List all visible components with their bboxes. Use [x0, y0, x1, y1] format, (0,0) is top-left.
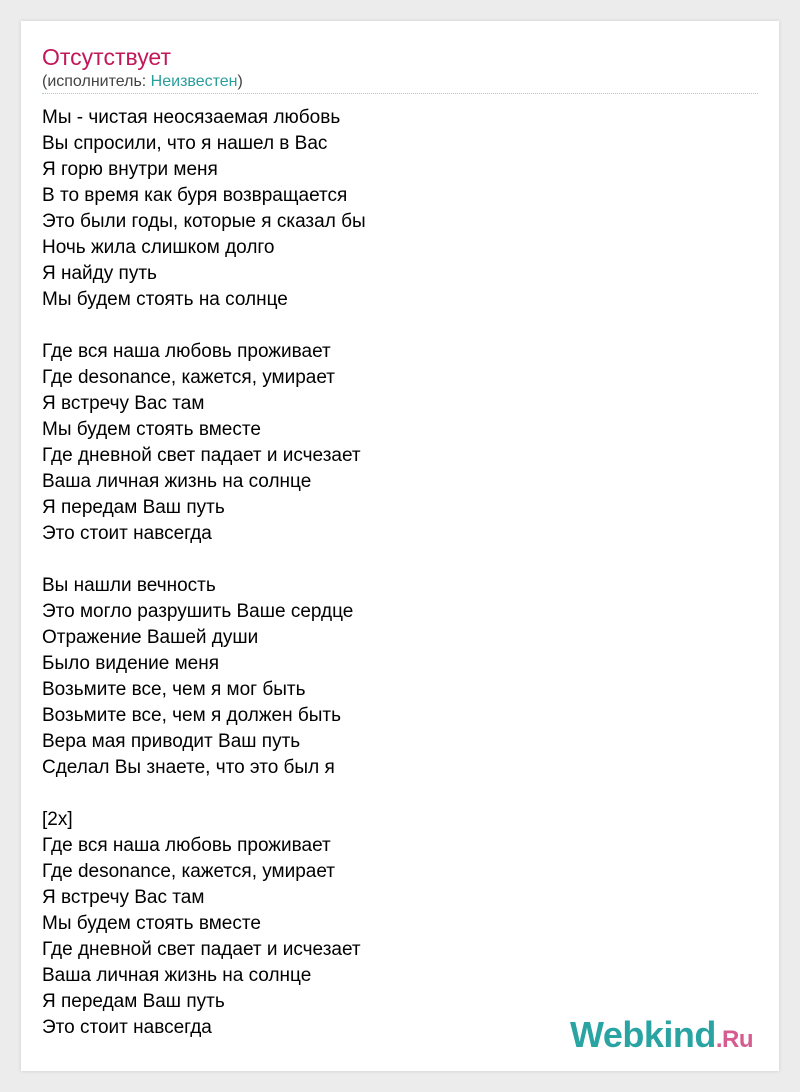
lyrics-line: Ночь жила слишком долго	[42, 237, 275, 258]
artist-link[interactable]: Неизвестен	[150, 73, 238, 90]
lyrics-line: Вы спросили, что я нашел в Вас	[42, 133, 328, 154]
lyrics-line: Ваша личная жизнь на солнце	[42, 965, 312, 986]
lyrics-line: Возьмите все, чем я мог быть	[42, 679, 306, 700]
lyrics-line: Где вся наша любовь проживает	[42, 341, 331, 362]
lyrics-line: Где дневной свет падает и исчезает	[42, 939, 361, 960]
lyrics-line: Где desonance, кажется, умирает	[42, 367, 335, 388]
lyrics-blank-line	[42, 547, 742, 573]
header-divider	[42, 93, 758, 94]
artist-suffix: )	[237, 73, 243, 90]
lyrics-line: В то время как буря возвращается	[42, 185, 348, 206]
lyrics-line: Вера мая приводит Ваш путь	[42, 731, 301, 752]
artist-line	[42, 73, 243, 91]
lyrics-line: Где дневной свет падает и исчезает	[42, 445, 361, 466]
lyrics-line: Ваша личная жизнь на солнце	[42, 471, 312, 492]
lyrics-line: Это могло разрушить Ваше сердце	[42, 601, 354, 622]
lyrics-line: Было видение меня	[42, 653, 219, 674]
lyrics-line: Я встречу Вас там	[42, 393, 205, 414]
lyrics-line: Я найду путь	[42, 263, 157, 284]
lyrics-blank-line	[42, 781, 742, 807]
song-title: Отсутствует	[42, 44, 171, 70]
lyrics-line: Мы будем стоять вместе	[42, 913, 261, 934]
lyrics-line: [2x]	[42, 809, 73, 830]
lyrics-line: Я встречу Вас там	[42, 887, 205, 908]
lyrics-card	[21, 21, 779, 1071]
site-logo[interactable]	[569, 1014, 753, 1060]
lyrics-text	[42, 105, 742, 1041]
lyrics-line: Я передам Ваш путь	[42, 991, 225, 1012]
lyrics-line: Я горю внутри меня	[42, 159, 218, 180]
lyrics-line: Мы будем стоять на солнце	[42, 289, 288, 310]
lyrics-line: Это стоит навсегда	[42, 523, 212, 544]
lyrics-line: Отражение Вашей души	[42, 627, 259, 648]
lyrics-blank-line	[42, 313, 742, 339]
logo-tagline: тексты песен	[678, 1048, 751, 1060]
lyrics-line: Я передам Ваш путь	[42, 497, 225, 518]
lyrics-line: Вы нашли вечность	[42, 575, 216, 596]
lyrics-line: Это были годы, которые я сказал бы	[42, 211, 366, 232]
logo-tld: .Ru	[715, 1026, 753, 1053]
lyrics-line: Сделал Вы знаете, что это был я	[42, 757, 335, 778]
artist-prefix: (исполнитель:	[42, 73, 151, 90]
lyrics-line: Мы будем стоять вместе	[42, 419, 261, 440]
logo-name: Webkind	[569, 1014, 716, 1055]
lyrics-line: Где вся наша любовь проживает	[42, 835, 331, 856]
lyrics-line: Мы - чистая неосязаемая любовь	[42, 107, 341, 128]
lyrics-line: Это стоит навсегда	[42, 1017, 212, 1038]
lyrics-line: Возьмите все, чем я должен быть	[42, 705, 342, 726]
lyrics-line: Где desonance, кажется, умирает	[42, 861, 335, 882]
